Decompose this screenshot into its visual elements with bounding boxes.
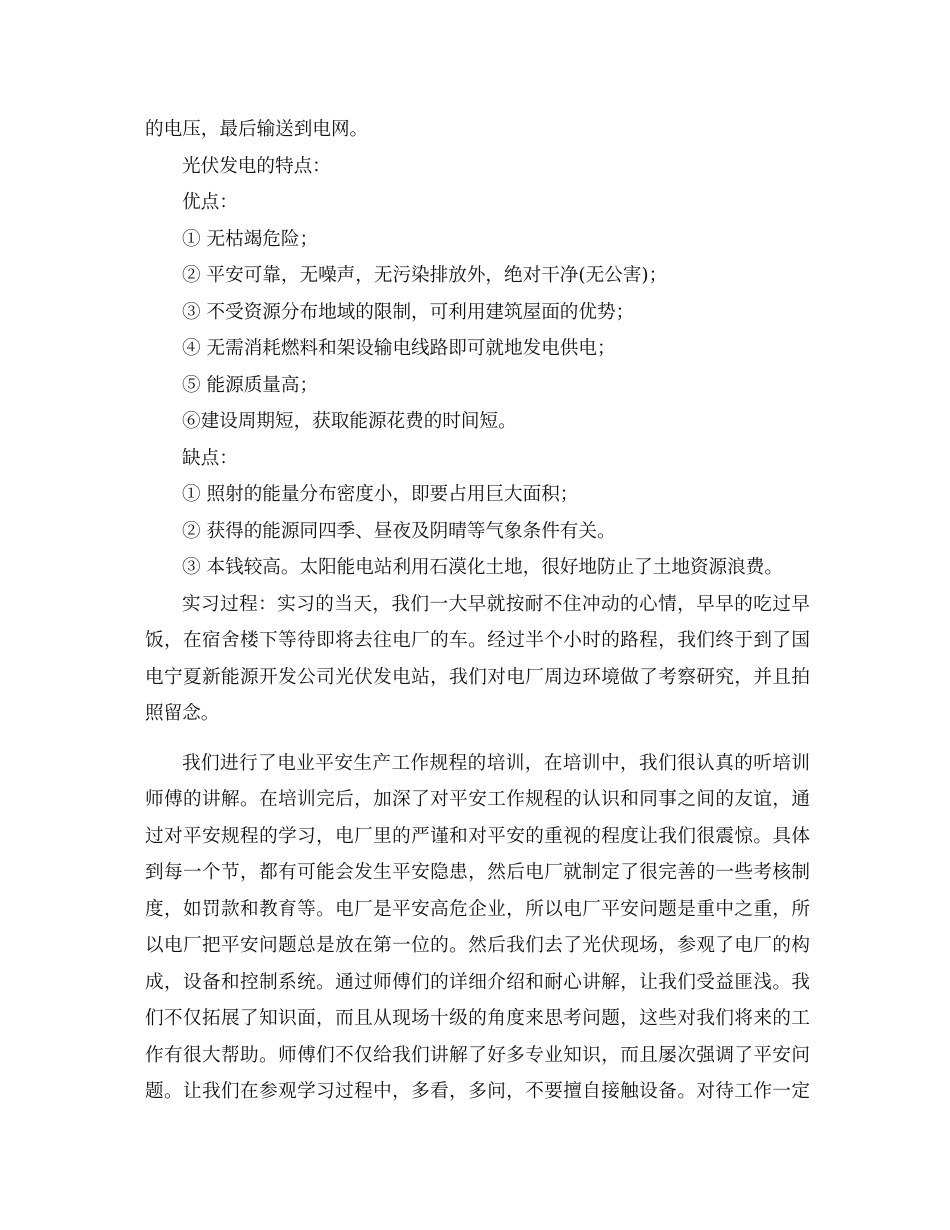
subheading-disadvantages: 缺点： [182, 447, 238, 469]
section-heading: 光伏发电的特点： [182, 155, 331, 177]
paragraph-line: 实习过程：实习的当天，我们一大早就按耐不住冲动的心情，早早的吃过早 [182, 593, 810, 615]
list-item: ① 照射的能量分布密度小，即要占用巨大面积； [182, 484, 579, 505]
list-item: ① 无枯竭危险； [182, 228, 319, 250]
paragraph-line: 们不仅拓展了知识面，而且从现场十级的角度来思考问题，这些对我们将来的工 [145, 1008, 810, 1029]
subheading-advantages: 优点： [182, 192, 238, 213]
paragraph-safety-training [145, 746, 810, 1111]
paragraph-line: 度，如罚款和教育等。电厂是平安高危企业，所以电厂平安问题是重中之重，所 [145, 898, 810, 920]
paragraph-line: 作有很大帮助。师傅们不仅给我们讲解了好多专业知识，而且屡次强调了平安问 [145, 1044, 810, 1066]
list-item: ⑥建设周期短，获取能源花费的时间短。 [182, 411, 517, 432]
list-item: ② 获得的能源同四季、昼夜及阴晴等气象条件有关。 [182, 520, 616, 542]
list-item: ③ 本钱较高。太阳能电站利用石漠化土地，很好地防止了土地资源浪费。 [182, 557, 783, 578]
paragraph-line: 成，设备和控制系统。通过师傅们的详细介绍和耐心讲解，让我们受益匪浅。我 [145, 971, 810, 993]
paragraph-internship-process [145, 587, 810, 733]
paragraph-line: 我们进行了电业平安生产工作规程的培训，在培训中，我们很认真的听培训 [182, 752, 810, 774]
paragraph-line: 电宁夏新能源开发公司光伏发电站，我们对电厂周边环境做了考察研究，并且拍 [145, 666, 810, 688]
paragraph-line: 师傅的讲解。在培训完后，加深了对平安工作规程的认识和同事之间的友谊，通 [145, 789, 810, 810]
paragraph-line: 以电厂把平安问题总是放在第一位的。然后我们去了光伏现场，参观了电厂的构 [145, 935, 810, 956]
list-item: ⑤ 能源质量高； [182, 374, 319, 396]
document-body [145, 112, 810, 1111]
paragraph-line: 饭，在宿舍楼下等待即将去往电厂的车。经过半个小时的路程，我们终于到了国 [145, 630, 810, 651]
paragraph-line: 照留念。 [145, 703, 220, 724]
text-line: 的电压，最后输送到电网。 [145, 119, 369, 140]
paragraph-gap [145, 733, 810, 746]
list-item: ④ 无需消耗燃料和架设输电线路即可就地发电供电； [182, 338, 616, 359]
paragraph-line: 到每一个节，都有可能会发生平安隐患，然后电厂就制定了很完善的一些考核制 [145, 862, 810, 883]
paragraph-line: 题。让我们在参观学习过程中，多看，多问，不要擅自接触设备。对待工作一定 [145, 1081, 810, 1102]
paragraph-line: 过对平安规程的学习，电厂里的严谨和对平安的重视的程度让我们很震惊。具体 [145, 825, 810, 847]
list-item: ③ 不受资源分布地域的限制，可利用建筑屋面的优势； [182, 301, 635, 323]
list-item: ② 平安可靠，无噪声，无污染排放外，绝对干净(无公害)； [182, 265, 668, 286]
